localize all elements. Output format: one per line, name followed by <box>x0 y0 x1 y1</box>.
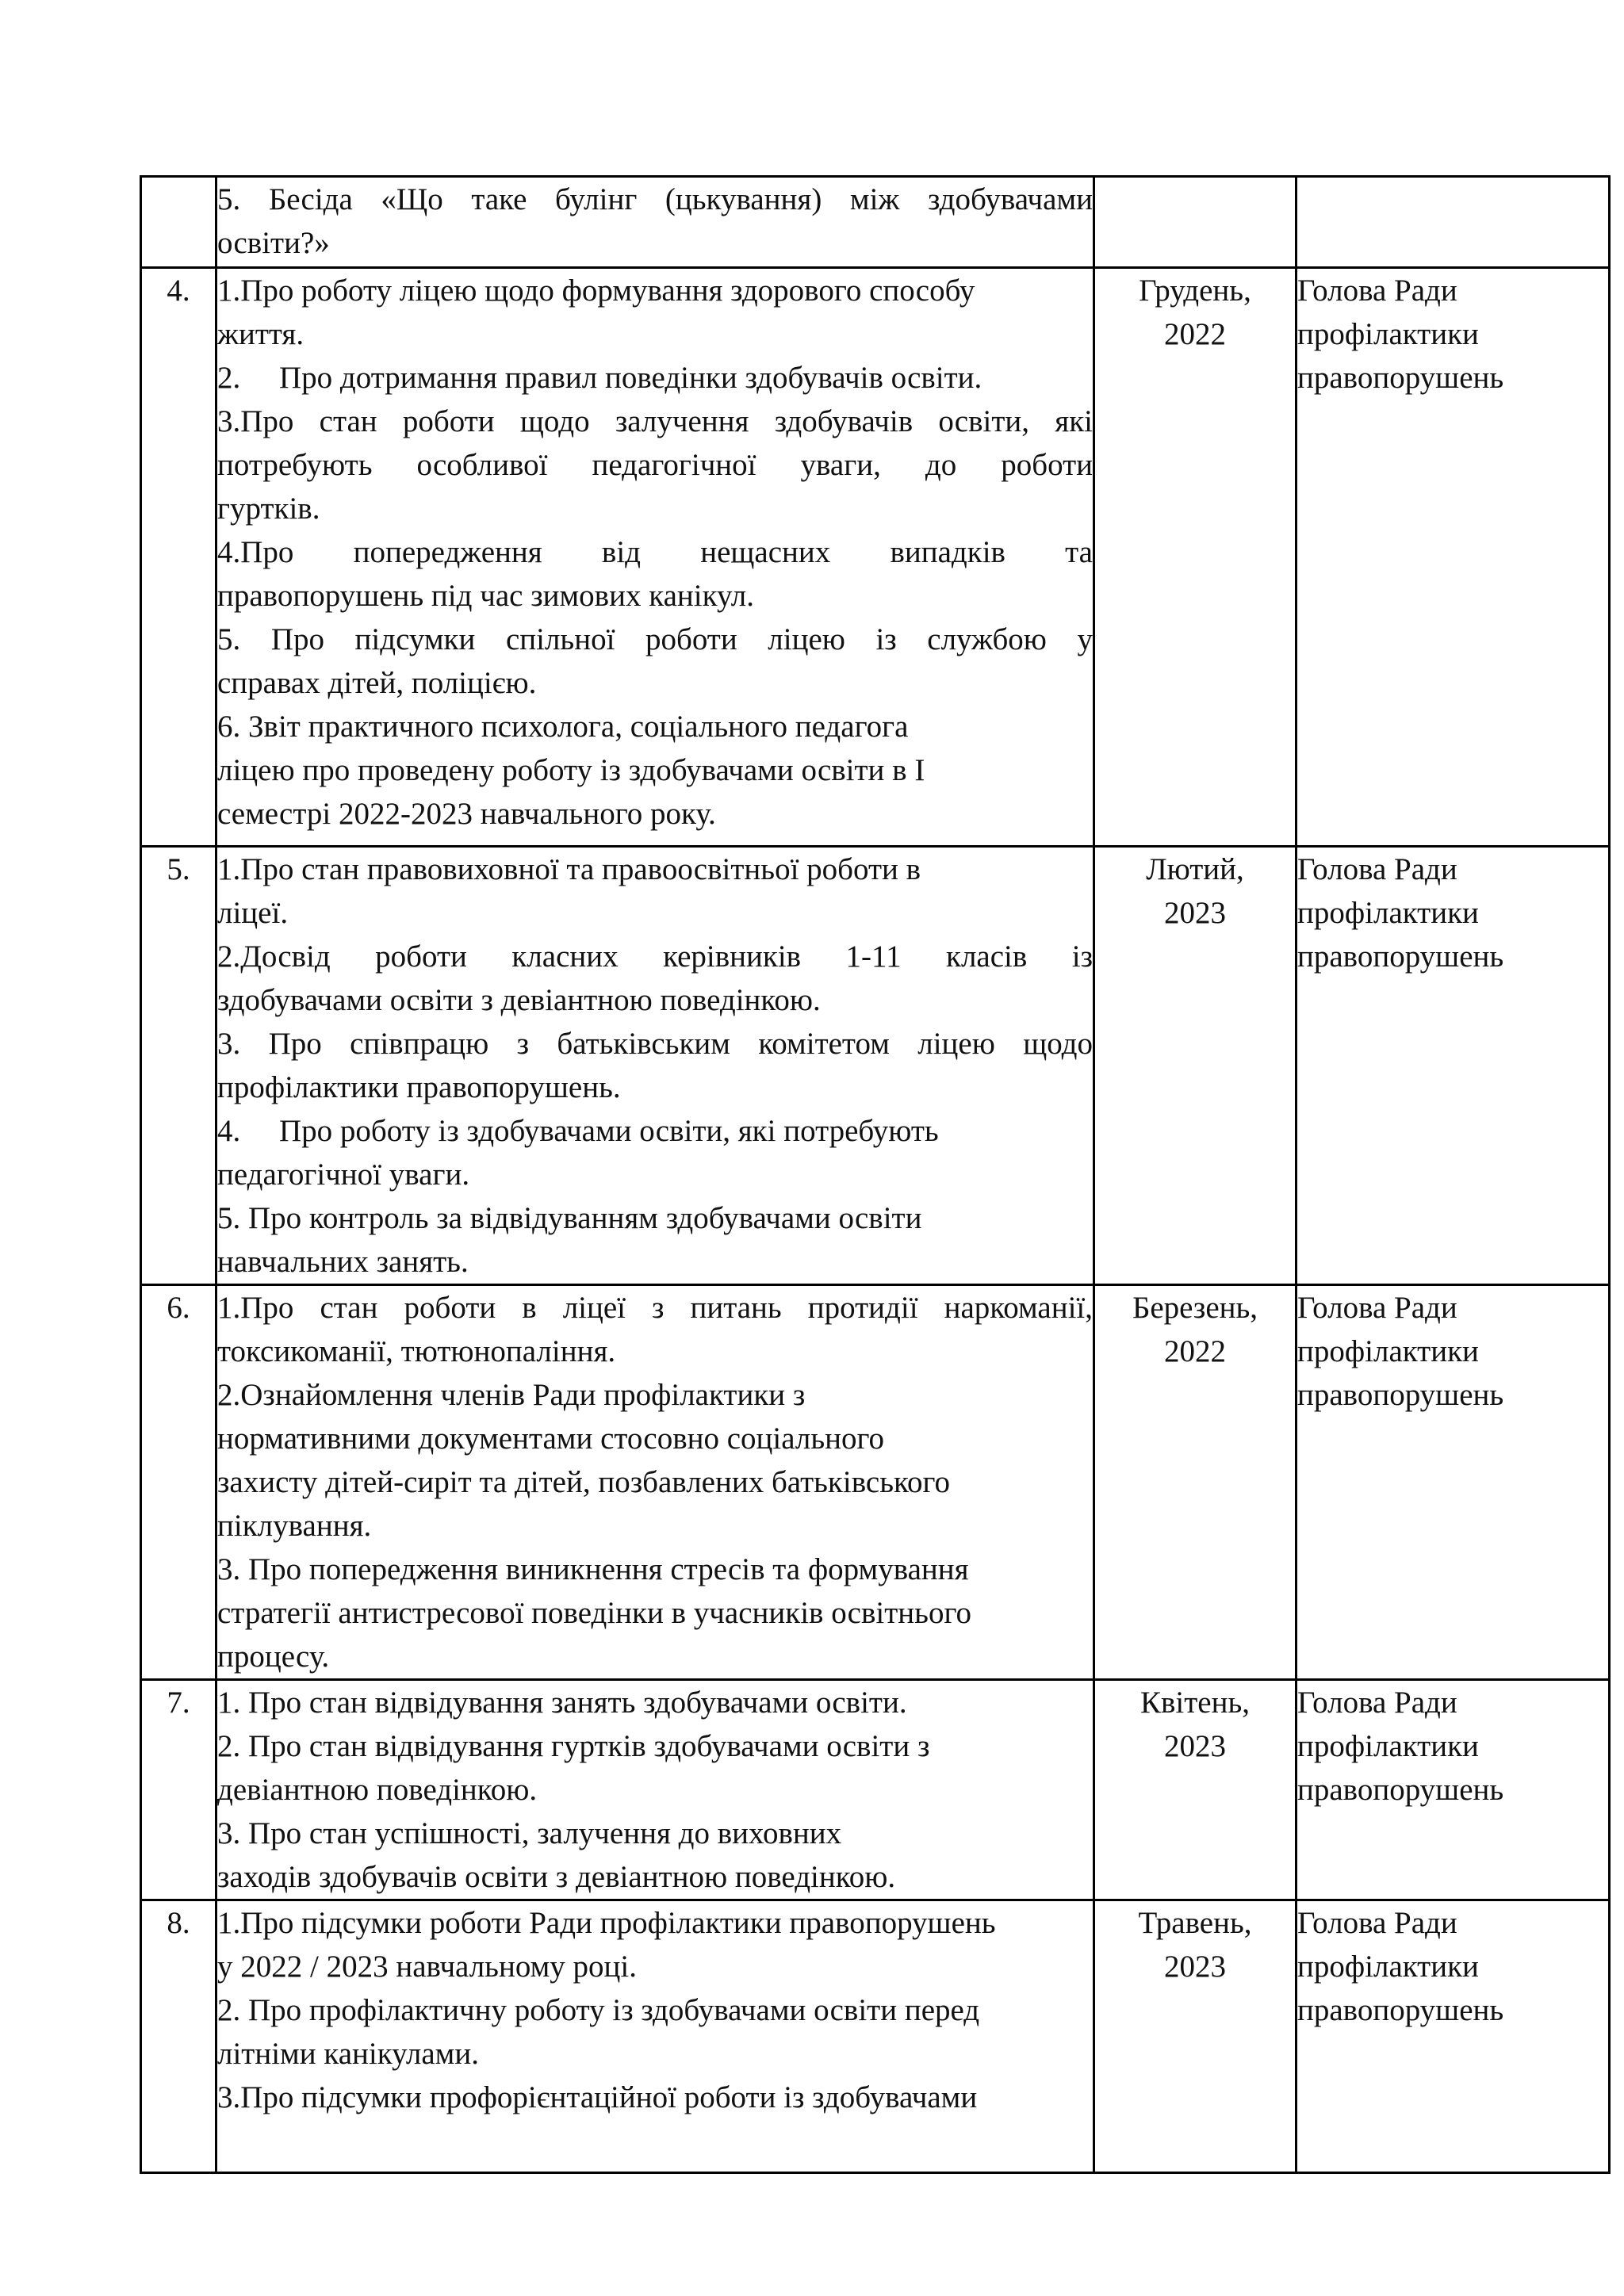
table-row <box>141 1680 1610 1900</box>
topics-cell <box>216 1680 1094 1900</box>
table-row <box>141 268 1610 847</box>
table-row <box>141 847 1610 1285</box>
row-number-cell <box>141 268 216 847</box>
responsible-line: правопорушень <box>1297 1378 1504 1412</box>
responsible-line: профілактики <box>1297 317 1479 351</box>
topic-line: освіти?» <box>217 226 330 260</box>
row-number-cell <box>141 1680 216 1900</box>
responsible-cell <box>1297 177 1610 268</box>
topic-line: 3.Про стан роботи щодо залучення здобувачів освіти, які <box>217 404 1093 438</box>
date-cell <box>1094 847 1297 1285</box>
responsible-cell <box>1297 1900 1610 2173</box>
responsible-line: профілактики <box>1297 1334 1479 1368</box>
topic-line: 2. Про профілактичну роботу із здобувачами освіти перед <box>217 1993 980 2027</box>
topic-line: 2.Ознайомлення членів Ради профілактики з <box>217 1378 806 1412</box>
topic-line: 1.Про стан роботи в ліцеї з питань протидії наркоманії, <box>217 1291 1093 1325</box>
row-number: 7. <box>167 1686 190 1720</box>
row-number: 8. <box>167 1906 190 1940</box>
topic-line: 3.Про підсумки профорієнтаційної роботи із здобувачами <box>217 2080 978 2114</box>
topic-line: піклування. <box>217 1509 372 1543</box>
topic-line: 1.Про підсумки роботи Ради профілактики правопорушень <box>217 1906 996 1940</box>
responsible-line: Голова Ради <box>1297 1906 1457 1940</box>
topic-line: правопорушень під час зимових канікул. <box>217 579 754 613</box>
topics-cell <box>216 1285 1094 1680</box>
topics-cell <box>216 847 1094 1285</box>
date-cell <box>1094 177 1297 268</box>
responsible-line: Голова Ради <box>1297 274 1457 308</box>
responsible-line: профілактики <box>1297 1729 1479 1763</box>
date-line: Березень, <box>1132 1291 1258 1325</box>
topic-line: потребують особливої педагогічної уваги, до роботи <box>217 448 1093 482</box>
topic-line: захисту дітей-сиріт та дітей, позбавлених батьківського <box>217 1465 950 1499</box>
topic-line: 1. Про стан відвідування занять здобувачами освіти. <box>217 1686 907 1720</box>
prevention-plan-table <box>140 175 1611 2174</box>
date-line: Травень, <box>1138 1906 1252 1940</box>
responsible-cell <box>1297 1680 1610 1900</box>
row-number: 5. <box>167 852 190 886</box>
topic-line: 3. Про стан успішності, залучення до виховних <box>217 1816 842 1850</box>
topic-line: 2.Досвід роботи класних керівників 1-11 класів із <box>217 939 1093 974</box>
date-line: Грудень, <box>1139 274 1251 308</box>
topic-line: токсикоманії, тютюнопаління. <box>217 1334 616 1368</box>
topic-line: літніми канікулами. <box>217 2037 479 2071</box>
topic-line: педагогічної уваги. <box>217 1158 470 1192</box>
table-row <box>141 177 1610 268</box>
topics-cell <box>216 177 1094 268</box>
topic-line: нормативними документами стосовно соціального <box>217 1422 885 1456</box>
topic-line: процесу. <box>217 1640 330 1674</box>
table-row <box>141 1285 1610 1680</box>
responsible-line: Голова Ради <box>1297 1291 1457 1325</box>
topic-line: 5. Про підсумки спільної роботи ліцею із службою у <box>217 622 1093 656</box>
topic-line: 3. Про співпрацю з батьківським комітетом ліцею щодо <box>217 1027 1093 1061</box>
topic-line: 4. Про роботу із здобувачами освіти, які потребують <box>217 1114 939 1148</box>
row-number-cell <box>141 847 216 1285</box>
row-number: 4. <box>167 274 190 308</box>
responsible-line: правопорушень <box>1297 939 1504 974</box>
responsible-cell <box>1297 1285 1610 1680</box>
topic-line: у 2022 / 2023 навчальному році. <box>217 1950 637 1984</box>
date-line: 2022 <box>1164 1334 1226 1368</box>
topic-line: ліцеї. <box>217 896 289 930</box>
date-cell <box>1094 1900 1297 2173</box>
topic-line: 6. Звіт практичного психолога, соціального педагога <box>217 710 909 744</box>
row-number-cell <box>141 177 216 268</box>
topic-line: здобувачами освіти з девіантною поведінкою. <box>217 983 821 1017</box>
topic-line: девіантною поведінкою. <box>217 1773 538 1807</box>
date-line: Квітень, <box>1139 1686 1251 1720</box>
responsible-line: профілактики <box>1297 896 1479 930</box>
date-cell <box>1094 268 1297 847</box>
topic-line: профілактики правопорушень. <box>217 1070 621 1104</box>
date-cell <box>1094 1285 1297 1680</box>
topics-cell <box>216 1900 1094 2173</box>
table-body <box>141 177 1610 2173</box>
topic-line: справах дітей, поліцією. <box>217 666 537 700</box>
responsible-cell <box>1297 268 1610 847</box>
topic-line: ліцею про проведену роботу із здобувачами освіти в І <box>217 753 925 787</box>
topic-line: стратегії антистресової поведінки в учасників освітнього <box>217 1596 971 1630</box>
topic-line: гуртків. <box>217 492 320 526</box>
responsible-line: профілактики <box>1297 1950 1479 1984</box>
topic-line: навчальних занять. <box>217 1245 469 1279</box>
date-cell <box>1094 1680 1297 1900</box>
topic-line: 2. Про дотримання правил поведінки здобувачів освіти. <box>217 361 982 395</box>
responsible-line: правопорушень <box>1297 361 1504 395</box>
topic-line: 5. Бесіда «Що таке булінг (цькування) між здобувачами <box>217 182 1093 216</box>
date-line: Лютий, <box>1146 852 1244 886</box>
row-number: 6. <box>167 1291 190 1325</box>
responsible-line: Голова Ради <box>1297 852 1457 886</box>
topic-line: 2. Про стан відвідування гуртків здобувачами освіти з <box>217 1729 930 1763</box>
topic-line: 1.Про роботу ліцею щодо формування здорового способу <box>217 274 975 308</box>
date-line: 2023 <box>1164 896 1226 930</box>
row-number-cell <box>141 1285 216 1680</box>
topics-cell <box>216 268 1094 847</box>
responsible-line: правопорушень <box>1297 1773 1504 1807</box>
date-line: 2023 <box>1164 1950 1226 1984</box>
topic-line: 1.Про стан правовиховної та правоосвітньої роботи в <box>217 852 921 886</box>
responsible-line: правопорушень <box>1297 1993 1504 2027</box>
table-row <box>141 1900 1610 2173</box>
row-number-cell <box>141 1900 216 2173</box>
responsible-line: Голова Ради <box>1297 1686 1457 1720</box>
topic-line: 3. Про попередження виникнення стресів та формування <box>217 1552 969 1586</box>
topic-line: семестрі 2022-2023 навчального року. <box>217 797 716 831</box>
date-line: 2022 <box>1164 317 1226 351</box>
date-line: 2023 <box>1164 1729 1226 1763</box>
topic-line: життя. <box>217 317 304 351</box>
topic-line: заходів здобувачів освіти з девіантною поведінкою. <box>217 1860 896 1894</box>
topic-line: 4.Про попередження від нещасних випадків та <box>217 535 1093 569</box>
responsible-cell <box>1297 847 1610 1285</box>
topic-line: 5. Про контроль за відвідуванням здобувачами освіти <box>217 1201 922 1235</box>
